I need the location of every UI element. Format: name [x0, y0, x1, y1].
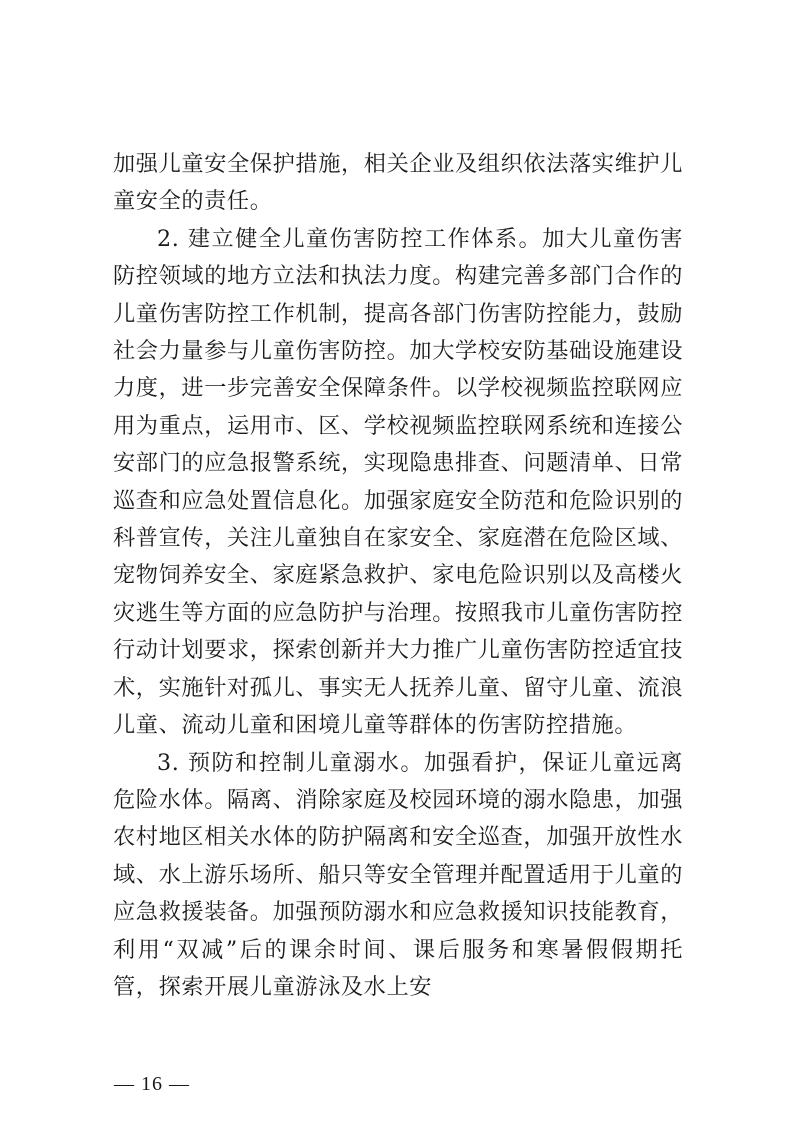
paragraph-item-2: 2. 建立健全儿童伤害防控工作体系。加大儿童伤害防控领域的地方立法和执法力度。构建完善多部门合作的儿童伤害防控工作机制，提高各部门伤害防控能力，鼓励社会力量参与儿童伤害防控。加大学校安防基础设施建设力度，进一步完善安全保障条件。以学校视频监控联网应用为重点，运用市、区、学校视频监控联网系统和连接公安部门的应急报警系统，实现隐患排查、问题清单、日常巡查和应急处置信息化。加强家庭安全防范和危险识别的科普宣传，关注儿童独自在家安全、家庭潜在危险区域、宠物饲养安全、家庭紧急救护、家电危险识别以及高楼火灾逃生等方面的应急防护与治理。按照我市儿童伤害防控行动计划要求，探索创新并大力推广儿童伤害防控适宜技术，实施针对孤儿、事实无人抚养儿童、留守儿童、流浪儿童、流动儿童和困境儿童等群体的伤害防控措施。 [113, 225, 683, 739]
paragraph-continued: 加强儿童安全保护措施，相关企业及组织依法落实维护儿童安全的责任。 [113, 151, 683, 215]
page-number: — 16 — [114, 1073, 190, 1095]
document-body [113, 146, 683, 1006]
paragraph-item-3: 3. 预防和控制儿童溺水。加强看护，保证儿童远离危险水体。隔离、消除家庭及校园环境的溺水隐患，加强农村地区相关水体的防护隔离和安全巡查，加强开放性水域、水上游乐场所、船只等安全管理并配置适用于儿童的应急救援装备。加强预防溺水和应急救援知识技能教育，利用“双减”后的课余时间、课后服务和寒暑假假期托管，探索开展儿童游泳及水上安 [113, 749, 683, 1000]
